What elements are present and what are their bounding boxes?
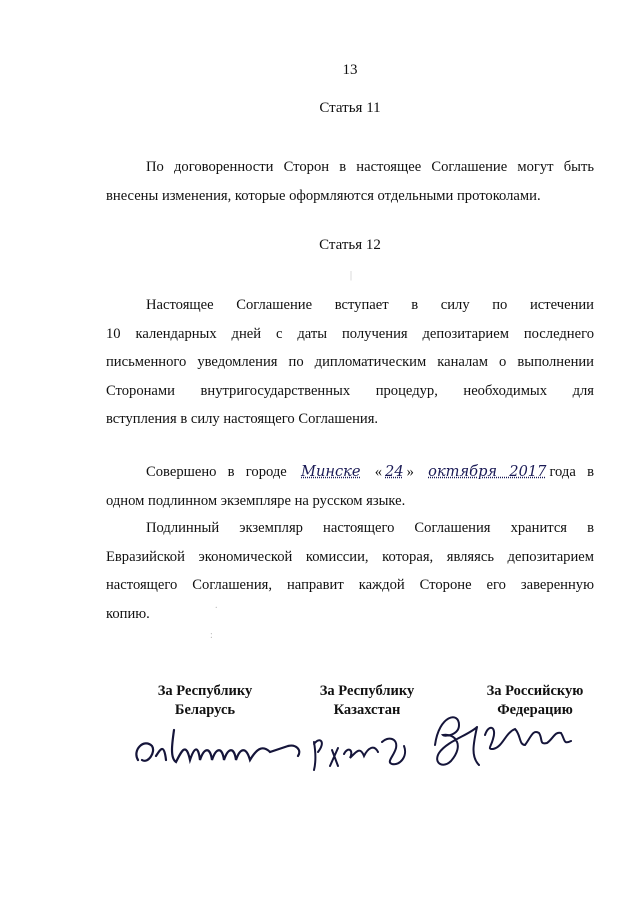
signatory-line: Казахстан xyxy=(333,702,401,718)
text-line: Настоящее Соглашение вступает в силу по истечении xyxy=(146,297,594,313)
signature-russia xyxy=(425,705,585,775)
text-line: копию. xyxy=(106,605,150,622)
signatory-line: За Республику xyxy=(157,683,253,699)
article-11-heading: Статья 11 xyxy=(319,100,381,116)
text-line: Подлинный экземпляр настоящего Соглашения хранится в xyxy=(146,520,594,536)
text-line xyxy=(106,458,594,487)
text-line: одном подлинном экземпляре на русском языке. xyxy=(106,492,406,509)
text-line: Сторонами внутригосударственных процедур, необходимых для xyxy=(106,382,594,399)
scan-speck: : xyxy=(210,630,213,641)
scan-speck: . xyxy=(215,600,218,611)
quote-close: » xyxy=(406,464,414,480)
article-12-text xyxy=(106,291,594,434)
done-suffix: года в xyxy=(549,464,594,480)
text-line: настоящего Соглашения, направит каждой Стороне его заверенную xyxy=(106,577,594,593)
page-number: 13 xyxy=(342,62,358,78)
signatory-line: За Республику xyxy=(319,683,415,699)
signature-block-belarus xyxy=(130,682,280,720)
signature-kazakhstan xyxy=(308,722,418,777)
article-11-text xyxy=(106,153,594,210)
signature-belarus xyxy=(130,720,310,780)
text-line: внесены изменения, которые оформляются отдельными протоколами. xyxy=(106,187,541,204)
handwritten-month-year: октября 2017 xyxy=(428,463,547,480)
article-12-heading: Статья 12 xyxy=(319,237,381,253)
done-in-text xyxy=(106,458,594,515)
quote-open: « xyxy=(374,464,383,480)
text-line: 10 календарных дней с даты получения депозитарием последнего xyxy=(106,325,594,342)
handwritten-day: 24 xyxy=(385,463,404,480)
text-line: По договоренности Сторон в настоящее Соглашение могут быть xyxy=(146,159,594,175)
signature-block-kazakhstan xyxy=(297,682,437,720)
done-prefix: Совершено в городе xyxy=(146,464,287,480)
signatory-line: За Российскую xyxy=(486,683,584,699)
handwritten-city: Минске xyxy=(301,463,361,480)
text-line: письменного уведомления по дипломатическим каналам о выполнении xyxy=(106,354,594,370)
signatory-line: Федерацию xyxy=(497,702,573,718)
signatory-line: Беларусь xyxy=(174,702,236,718)
text-line: вступления в силу настоящего Соглашения. xyxy=(106,411,379,427)
original-copy-text xyxy=(106,514,594,628)
scan-speck: | xyxy=(350,270,353,281)
text-line: Евразийской экономической комиссии, которая, являясь депозитарием xyxy=(106,548,594,565)
